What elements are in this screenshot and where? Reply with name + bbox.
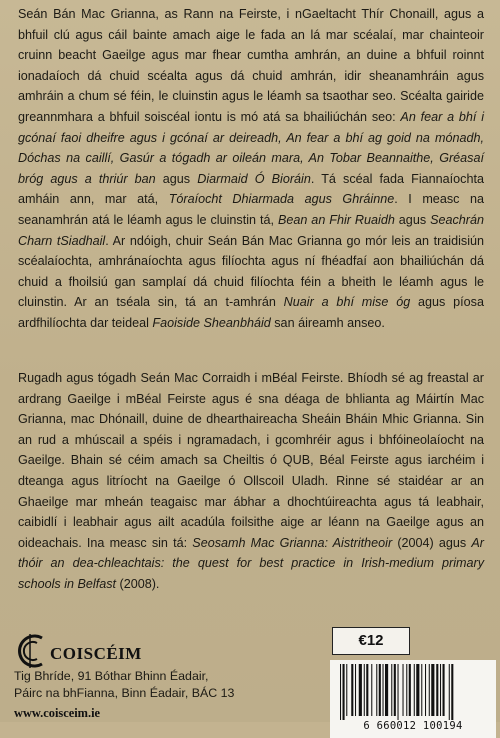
barcode-bar — [359, 664, 362, 716]
barcode-bar — [346, 664, 347, 716]
italic-title-text: Faoiside Sheanbháid — [152, 315, 271, 330]
barcode-bar — [406, 664, 407, 716]
barcode-number: 6 660012 100194 — [363, 720, 463, 732]
barcode-bar — [376, 664, 377, 716]
body-text: . I measc na seanamhrán atá le léamh agus le cluinstin tá, — [18, 192, 484, 227]
barcode-bar — [414, 664, 415, 716]
barcode-bar — [394, 664, 396, 716]
body-text: (2004) agus — [392, 535, 472, 550]
barcode-bar — [385, 664, 388, 716]
body-text: san áireamh anseo. — [270, 315, 385, 330]
barcode-bar — [343, 664, 345, 720]
address-line-1: Tig Bhríde, 91 Bóthar Bhinn Éadair, — [14, 669, 209, 683]
italic-title-text: Diarmaid Ó Bioráin — [197, 171, 311, 186]
body-text: agus píosa ardfhilíochta dar teideal — [18, 295, 484, 330]
address-line-2: Páirc na bhFianna, Binn Éadair, BÁC 13 — [14, 686, 235, 700]
italic-title-text: Nuair a bhí mise óg — [283, 295, 411, 310]
publisher-logo — [14, 632, 174, 672]
italic-title-text: Bean an Fhir Ruaidh — [277, 212, 395, 227]
barcode-bar — [355, 664, 356, 716]
publisher-footer — [0, 620, 500, 732]
italic-title-text: Ar thóir an dea-chleachtais: the quest for best practice in Irish-medium primary schools in Belfast — [18, 535, 484, 591]
barcode-bar — [429, 664, 430, 716]
barcode-bar — [451, 664, 453, 720]
body-text: . Tá scéal fada Fiannaíochta amháin ann, mar atá, — [18, 171, 484, 207]
barcode-bar — [443, 664, 445, 716]
body-text: agus — [155, 171, 198, 186]
barcode — [330, 660, 496, 738]
barcode-bar — [371, 664, 372, 716]
author-bio-paragraph — [18, 368, 484, 595]
barcode-bar — [436, 664, 438, 716]
description-paragraph — [18, 4, 484, 334]
barcode-bar — [383, 664, 384, 716]
barcode-bar — [398, 664, 399, 720]
italic-title-text: Tóraíocht Dhiarmada agus Ghráinne — [168, 192, 395, 207]
price-label: €12 — [332, 627, 410, 655]
body-text: Seán Bán Mac Grianna, as Rann na Feirste, i nGaeltacht Thír Chonaill, agus a bhfuil clú agus cáil bainte amach aige le fada an lá mar scéalaí, mar chainteoir cruinn beacht Gaeilge agus mar fhear cumtha amhrán, an duine a bhfuil roinnt ionadaíoch dá chuid scéalta agus dá chuid amhrán, idir sheanamhráin agus amhráin a chum sé féin, le cluinstin agus le léamh sa tsaothar seo. Scéalta gairide greannmhara a bhfuil soiscéal iontu is mó atá sa bhailiúchán seo: — [18, 7, 484, 124]
barcode-bar — [351, 664, 353, 716]
publisher-website: www.coisceim.ie — [14, 706, 101, 720]
barcode-bar — [440, 664, 441, 716]
barcode-bar — [340, 664, 341, 720]
barcode-bar — [379, 664, 381, 716]
barcode-bar — [421, 664, 422, 716]
body-text: Rugadh agus tógadh Seán Mac Corraidh i mBéal Feirste. Bhíodh sé ag freastal ar ardrang Gaeilge i mBéal Feirste agus é sna déaga de bhlianta ag Máirtín Mac Grianna, mac Dhónaill, duine de dhearthaireacha Sheáin Bháin Mhic Grianna. Sin an rud a mhúscail a spéis i ngramadach, i gcomhréir agus i bhfóineolaíocht na Gaeilge. Bhain sé céim amach sa Cheiltis ó QUB, Béal Feirste agus iarchéim i dteanga agus litríocht na Gaeilge ó Ollscoil Uladh. Rinne sé staidéar ar an Ghaeilge mar mheán teagaisc mar ábhar a dhochtúireachta agus tá leabhair, caibidlí i leabhair agus ailt acadúla foilsithe aige ar léann na Gaeilge agus an oideachais. Ina measc sin tá: — [18, 371, 484, 550]
publisher-address — [14, 668, 234, 702]
barcode-icon — [330, 660, 496, 720]
barcode-bar — [416, 664, 419, 716]
barcode-bar — [366, 664, 368, 716]
publisher-name: COISCÉIM — [50, 644, 142, 663]
coisceim-c-logo-icon — [14, 632, 50, 670]
body-text: . Ar ndóigh, chuir Seán Bán Mac Grianna go mór leis an traidisiún scéalaíochta, amhránaíochta agus filíochta agus ní fhéadfaí aon bhailiúchán dá chuid a fhoilsiú gan samplaí dá chuid filíochta féin a bheith le léamh agus le cluinstin. Ar an tséala sin, tá an t-amhrán — [18, 233, 485, 310]
body-text: (2008). — [116, 576, 160, 591]
italic-title-text: Seachrán Charn tSiadhail — [18, 212, 484, 248]
body-text: agus — [394, 212, 431, 227]
barcode-bar — [449, 664, 450, 720]
barcode-bar — [431, 664, 434, 716]
barcode-bar — [391, 664, 392, 716]
italic-title-text: Seosamh Mac Grianna: Aistritheoir — [192, 535, 393, 550]
italic-title-text: An fear a bhí i gcónaí faoi dheifre agus i gcónaí ar deireadh, An fear a bhí ag goid na mónadh, Dóchas na caillí, Gasúr a tógadh ar oileán mara, An Tobar Beannaithe, Gréasaí bróg agus a thriúr ban — [18, 109, 484, 186]
barcode-bar — [403, 664, 404, 716]
barcode-bar — [409, 664, 411, 716]
barcode-bar — [425, 664, 426, 716]
barcode-bar — [364, 664, 365, 716]
